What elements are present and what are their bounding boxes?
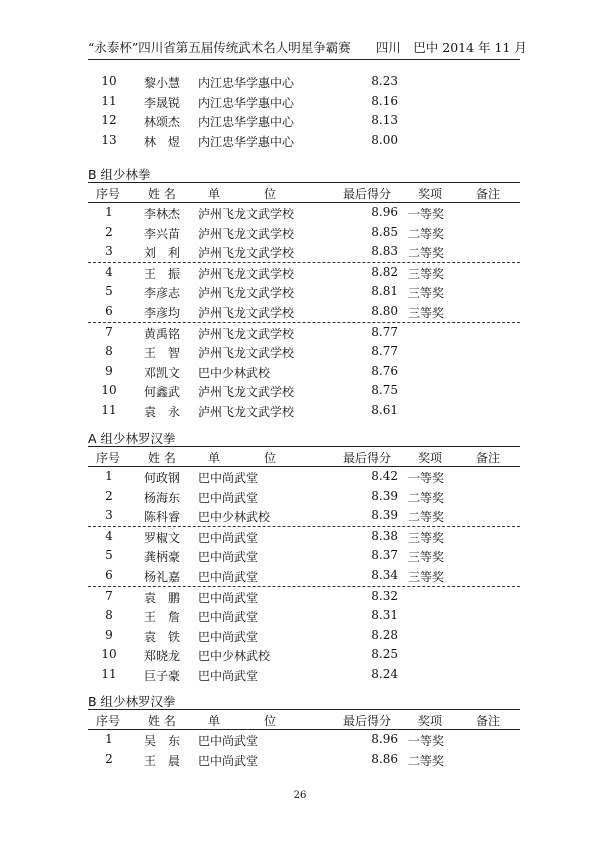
cell-score: 8.31 [371, 608, 398, 623]
table-row [88, 302, 520, 323]
cell-name: 陈科睿 [144, 510, 181, 525]
cell-name: 王 詹 [144, 610, 181, 625]
cell-number: 6 [105, 303, 113, 318]
cell-score: 8.24 [371, 666, 398, 681]
cell-score: 8.81 [371, 284, 398, 299]
cell-score: 8.42 [371, 469, 398, 483]
cell-number: 3 [105, 244, 113, 259]
table-row [88, 203, 520, 223]
cell-score: 8.37 [371, 548, 398, 563]
cell-unit: 巴中少林武校 [198, 365, 271, 380]
cell-number: 10 [101, 74, 117, 88]
cell-number: 11 [101, 93, 117, 108]
cell-score: 8.16 [371, 93, 398, 108]
table-row [88, 587, 520, 607]
cell-score: 8.80 [371, 303, 398, 318]
cell-name: 杨海东 [144, 490, 181, 505]
cell-name: 巨子豪 [144, 668, 181, 683]
cell-unit: 内江忠华学惠中心 [198, 115, 295, 130]
table-row [88, 342, 520, 362]
header-unit-2: 位 [264, 187, 277, 201]
cell-unit: 巴中尚武堂 [198, 550, 259, 565]
header-award: 奖项 [418, 714, 443, 728]
cell-score: 8.61 [371, 402, 398, 417]
cell-number: 1 [105, 205, 113, 219]
page-number: 26 [293, 790, 307, 801]
cell-name: 林颂杰 [144, 115, 181, 130]
cell-name: 袁 永 [144, 404, 181, 419]
cell-name: 袁 鹏 [144, 590, 181, 605]
cell-name: 王 振 [144, 266, 181, 281]
cell-unit: 泸州飞龙文武学校 [198, 246, 295, 261]
cell-number: 2 [105, 488, 113, 503]
cell-unit: 巴中尚武堂 [198, 753, 259, 768]
table-row [88, 506, 520, 527]
cell-unit: 内江忠华学惠中心 [198, 76, 295, 90]
cell-unit: 泸州飞龙文武学校 [198, 266, 295, 281]
table-header [88, 709, 520, 730]
cell-score: 8.83 [371, 244, 398, 259]
table-row [88, 606, 520, 626]
table-row [88, 242, 520, 263]
cell-unit: 泸州飞龙文武学校 [198, 326, 295, 341]
cell-score: 8.77 [371, 344, 398, 359]
cell-unit: 巴中尚武堂 [198, 569, 259, 584]
table-row [88, 626, 520, 646]
cell-score: 8.38 [371, 528, 398, 543]
cell-score: 8.23 [371, 74, 398, 88]
cell-score: 8.32 [371, 588, 398, 603]
cell-award: 三等奖 [408, 569, 445, 584]
cell-name: 罗椒文 [144, 530, 181, 545]
cell-number: 13 [101, 132, 117, 147]
results-table-a-luohan [88, 446, 520, 685]
cell-number: 2 [105, 751, 113, 766]
table-row [88, 362, 520, 382]
cell-name: 袁 铁 [144, 629, 181, 644]
table-row [88, 131, 518, 151]
header-number: 序号 [96, 187, 121, 201]
table-row [88, 730, 520, 750]
cell-number: 10 [101, 647, 117, 662]
cell-number: 7 [105, 588, 113, 603]
cell-score: 8.34 [371, 567, 398, 582]
table-header [88, 446, 520, 467]
table-row [88, 645, 520, 665]
cell-unit: 泸州飞龙文武学校 [198, 226, 295, 241]
cell-award: 一等奖 [408, 734, 445, 748]
header-score: 最后得分 [343, 714, 392, 728]
cell-award: 二等奖 [408, 490, 445, 505]
cell-award: 三等奖 [408, 305, 445, 320]
cell-unit: 巴中少林武校 [198, 649, 271, 664]
cell-award: 二等奖 [408, 226, 445, 241]
table-row [88, 72, 518, 92]
cell-unit: 泸州飞龙文武学校 [198, 305, 295, 320]
cell-unit: 巴中尚武堂 [198, 734, 259, 748]
header-award: 奖项 [418, 187, 443, 201]
cell-score: 8.39 [371, 488, 398, 503]
cell-unit: 泸州飞龙文武学校 [198, 346, 295, 361]
section-title-b-shaolin: B 组少林拳 [88, 167, 151, 182]
cell-unit: 巴中尚武堂 [198, 629, 259, 644]
cell-score: 8.85 [371, 224, 398, 239]
cell-award: 二等奖 [408, 753, 445, 768]
cell-unit: 巴中尚武堂 [198, 668, 259, 683]
cell-unit: 内江忠华学惠中心 [198, 95, 295, 110]
cell-number: 5 [105, 284, 113, 299]
cell-name: 杨礼嘉 [144, 569, 181, 584]
table-row [88, 381, 520, 401]
cell-score: 8.82 [371, 264, 398, 279]
cell-award: 二等奖 [408, 246, 445, 261]
cell-unit: 巴中尚武堂 [198, 610, 259, 625]
header-remark: 备注 [476, 714, 501, 728]
continued-results [88, 72, 518, 150]
cell-number: 4 [105, 264, 113, 279]
cell-name: 李兴苗 [144, 226, 181, 241]
results-table-b-shaolin [88, 182, 520, 421]
cell-name: 李晟锐 [144, 95, 181, 110]
header-unit-2: 位 [264, 714, 277, 728]
cell-unit: 内江忠华学惠中心 [198, 134, 295, 149]
cell-unit: 泸州飞龙文武学校 [198, 286, 295, 301]
header-unit-2: 位 [264, 451, 277, 465]
cell-unit: 巴中尚武堂 [198, 471, 259, 485]
cell-number: 2 [105, 224, 113, 239]
cell-name: 王 智 [144, 346, 181, 361]
section-title-b-luohan: B 组少林罗汉拳 [88, 694, 176, 709]
cell-name: 林 煜 [144, 134, 181, 149]
cell-name: 王 晨 [144, 753, 181, 768]
header-rule [88, 59, 520, 60]
header-number: 序号 [96, 451, 121, 465]
table-row [88, 263, 520, 283]
cell-number: 10 [101, 383, 117, 398]
cell-name: 刘 利 [144, 246, 181, 261]
cell-name: 龚柄豪 [144, 550, 181, 565]
cell-number: 1 [105, 732, 113, 746]
header-name: 姓 名 [148, 187, 176, 201]
cell-name: 李林杰 [144, 207, 181, 221]
cell-number: 9 [105, 363, 113, 378]
cell-score: 8.28 [371, 627, 398, 642]
table-row [88, 546, 520, 566]
header-award: 奖项 [418, 451, 443, 465]
cell-award: 一等奖 [408, 471, 445, 485]
table-row [88, 92, 518, 112]
cell-unit: 泸州飞龙文武学校 [198, 385, 295, 400]
table-row [88, 401, 520, 421]
cell-award: 一等奖 [408, 207, 445, 221]
results-table-b-luohan [88, 709, 520, 769]
cell-award: 二等奖 [408, 510, 445, 525]
cell-number: 11 [101, 666, 117, 681]
cell-score: 8.00 [371, 132, 398, 147]
header-unit: 单 [208, 714, 221, 728]
cell-name: 何政钢 [144, 471, 181, 485]
header-name: 姓 名 [148, 714, 176, 728]
cell-number: 8 [105, 608, 113, 623]
cell-name: 李彦志 [144, 286, 181, 301]
cell-score: 8.86 [371, 751, 398, 766]
table-row [88, 487, 520, 507]
cell-name: 何鑫武 [144, 385, 181, 400]
header-score: 最后得分 [343, 187, 392, 201]
cell-unit: 巴中少林武校 [198, 510, 271, 525]
cell-unit: 巴中尚武堂 [198, 490, 259, 505]
table-row [88, 566, 520, 587]
cell-number: 11 [101, 402, 117, 417]
header-unit: 单 [208, 451, 221, 465]
cell-number: 6 [105, 567, 113, 582]
header-unit: 单 [208, 187, 221, 201]
cell-unit: 巴中尚武堂 [198, 530, 259, 545]
cell-award: 三等奖 [408, 266, 445, 281]
table-row [88, 750, 520, 770]
table-row [88, 323, 520, 343]
header-remark: 备注 [476, 451, 501, 465]
cell-award: 三等奖 [408, 550, 445, 565]
table-row [88, 111, 518, 131]
table-row [88, 467, 520, 487]
cell-score: 8.77 [371, 324, 398, 339]
cell-number: 9 [105, 627, 113, 642]
cell-name: 黄禹铭 [144, 326, 181, 341]
cell-score: 8.39 [371, 508, 398, 523]
cell-name: 郑晓龙 [144, 649, 181, 664]
cell-name: 吴 东 [144, 734, 181, 748]
cell-name: 邓凯文 [144, 365, 181, 380]
cell-score: 8.96 [371, 732, 398, 746]
header-score: 最后得分 [343, 451, 392, 465]
cell-name: 黎小慧 [144, 76, 181, 90]
cell-award: 三等奖 [408, 530, 445, 545]
cell-score: 8.75 [371, 383, 398, 398]
page-header: “永泰杯”四川省第五届传统武术名人明星争霸赛 四川 巴中 2014 年 11 月 [88, 40, 527, 55]
header-remark: 备注 [476, 187, 501, 201]
cell-number: 12 [101, 113, 117, 128]
section-title-a-luohan: A 组少林罗汉拳 [88, 431, 176, 446]
cell-number: 4 [105, 528, 113, 543]
cell-score: 8.25 [371, 647, 398, 662]
cell-unit: 巴中尚武堂 [198, 590, 259, 605]
table-row [88, 282, 520, 302]
cell-score: 8.76 [371, 363, 398, 378]
cell-unit: 泸州飞龙文武学校 [198, 404, 295, 419]
cell-number: 7 [105, 324, 113, 339]
cell-number: 3 [105, 508, 113, 523]
cell-number: 1 [105, 469, 113, 483]
cell-number: 8 [105, 344, 113, 359]
table-header [88, 182, 520, 203]
table-row [88, 223, 520, 243]
header-number: 序号 [96, 714, 121, 728]
table-row [88, 665, 520, 685]
cell-number: 5 [105, 548, 113, 563]
header-name: 姓 名 [148, 451, 176, 465]
cell-score: 8.96 [371, 205, 398, 219]
cell-score: 8.13 [371, 113, 398, 128]
cell-award: 三等奖 [408, 286, 445, 301]
table-row [88, 527, 520, 547]
cell-unit: 泸州飞龙文武学校 [198, 207, 295, 221]
cell-name: 李彦均 [144, 305, 181, 320]
